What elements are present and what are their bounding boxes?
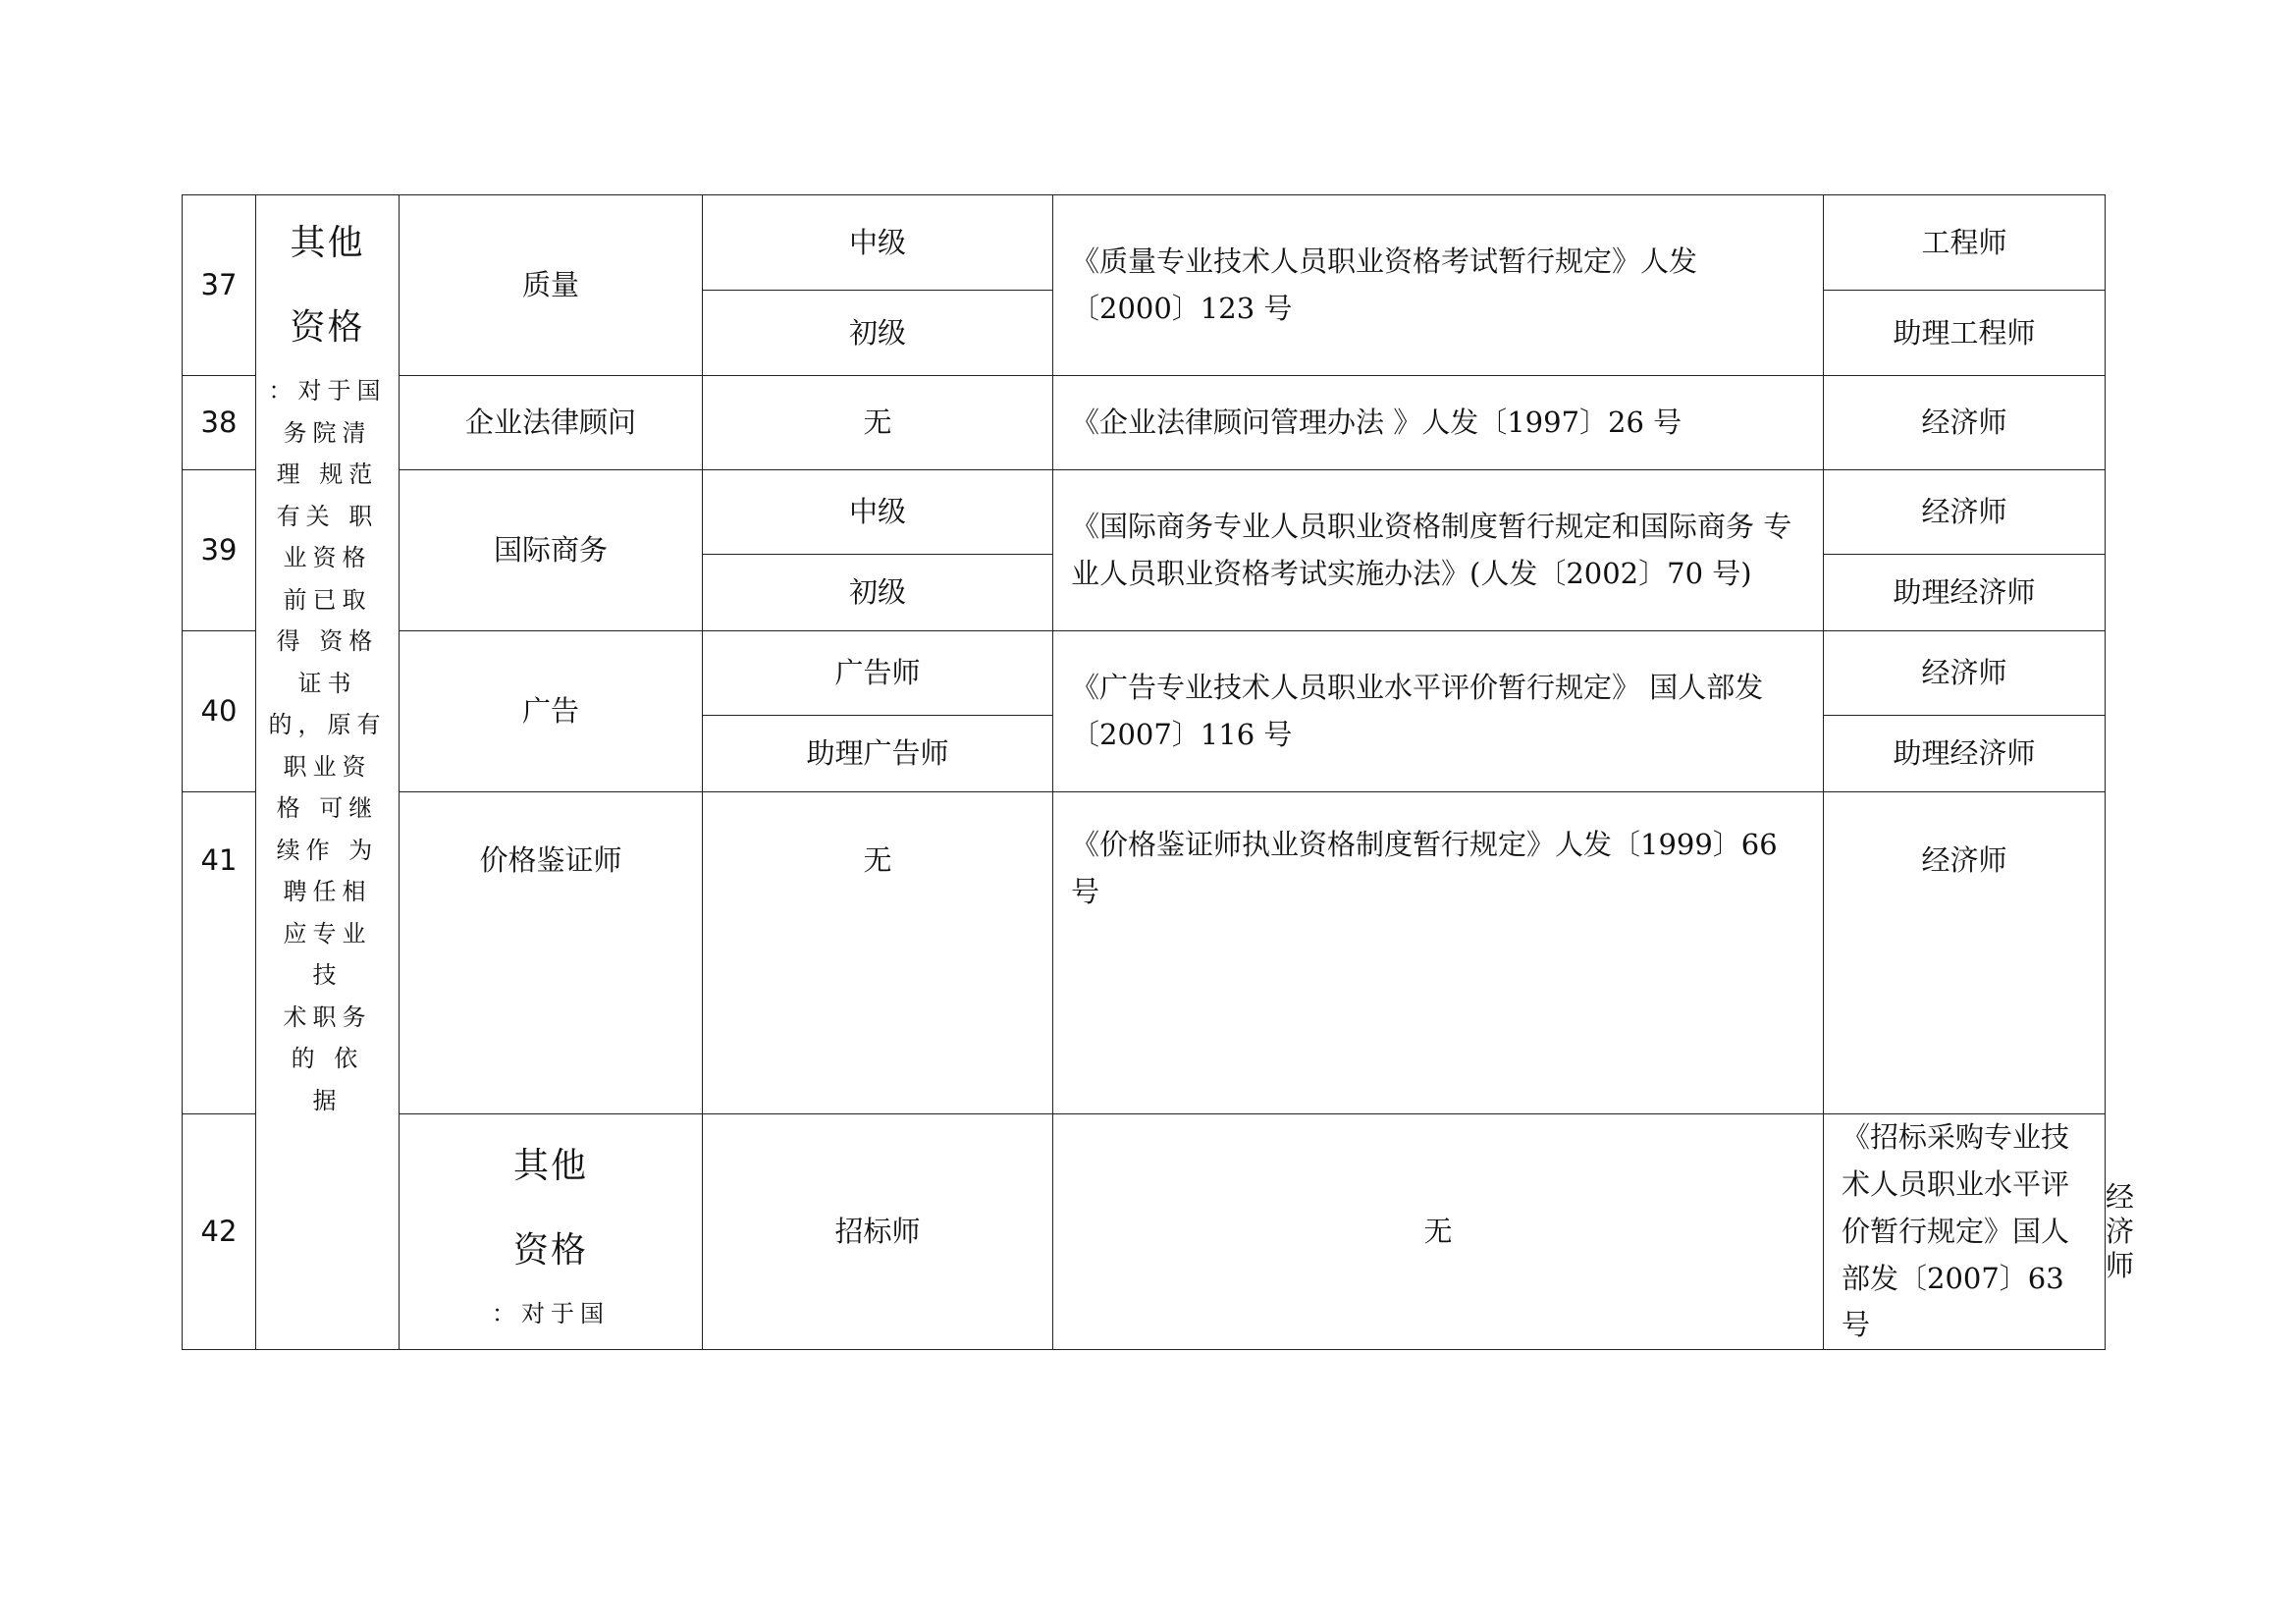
category-note: ：对于国: [492, 1300, 610, 1327]
qualification-level: 无: [703, 792, 1053, 1114]
table-row: 42 其他 资格 ：对于国 招标师 无 《招标采购专业技术人员职业水平评价暂行规定》国人部发〔2007〕63 号 经济师: [183, 1114, 2106, 1350]
row-number: 38: [183, 376, 256, 470]
equivalent-title: 经济师: [1824, 376, 2106, 470]
qualification-name: 广告: [400, 631, 703, 792]
category-cell: [256, 195, 400, 1350]
table-row: [183, 631, 2106, 716]
qualification-name: 质量: [400, 195, 703, 376]
equivalent-title: 助理经济师: [1824, 716, 2106, 792]
equivalent-title: 工程师: [1824, 195, 2106, 291]
table-row: [183, 470, 2106, 555]
legal-basis: 《招标采购专业技术人员职业水平评价暂行规定》国人部发〔2007〕63 号: [1824, 1114, 2106, 1350]
qualification-level: 初级: [703, 291, 1053, 376]
table-row: [183, 792, 2106, 1114]
row-number: 42: [183, 1114, 256, 1350]
qualification-level: 初级: [703, 555, 1053, 631]
category-note: ：对于国 务院清 理 规范 有关 职 业资格 前已取 得 资格 证书 的，原有 职业资 格 可继 续作 为 聘任相 应专业 技 术职务 的 依 据: [268, 377, 387, 1114]
qualification-name: 国际商务: [400, 470, 703, 631]
equivalent-title: 经济师: [1824, 792, 2106, 1114]
qualification-table: [182, 194, 2135, 1350]
row-number: 41: [183, 792, 256, 1114]
legal-basis: 《价格鉴证师执业资格制度暂行规定》人发〔1999〕66 号: [1053, 792, 1824, 1114]
qualification-name: 企业法律顾问: [400, 376, 703, 470]
qualification-level: 中级: [703, 195, 1053, 291]
qualification-level: 中级: [703, 470, 1053, 555]
qualification-level: 广告师: [703, 631, 1053, 716]
row-number: 37: [183, 195, 256, 376]
row-number: 40: [183, 631, 256, 792]
table-row: [183, 376, 2106, 470]
qualification-name: 招标师: [703, 1114, 1053, 1350]
equivalent-title: 经济师: [1824, 631, 2106, 716]
equivalent-title: 助理经济师: [1824, 555, 2106, 631]
equivalent-title: 助理工程师: [1824, 291, 2106, 376]
row-number: 39: [183, 470, 256, 631]
qualification-level: 无: [1053, 1114, 1824, 1350]
table-row: [183, 195, 2106, 291]
category-head: 其他 资格: [290, 223, 365, 348]
qualification-name: 价格鉴证师: [400, 792, 703, 1114]
category-head: 其他 资格: [512, 1146, 588, 1271]
legal-basis: 《质量专业技术人员职业资格考试暂行规定》人发〔2000〕123 号: [1053, 195, 1824, 376]
legal-basis: 《国际商务专业人员职业资格制度暂行规定和国际商务 专业人员职业资格考试实施办法》(人发〔2002〕70 号): [1053, 470, 1824, 631]
qualification-level: 无: [703, 376, 1053, 470]
equivalent-title: 经济师: [1824, 470, 2106, 555]
qualification-level: 助理广告师: [703, 716, 1053, 792]
legal-basis: 《广告专业技术人员职业水平评价暂行规定》 国人部发〔2007〕116 号: [1053, 631, 1824, 792]
legal-basis: 《企业法律顾问管理办法 》人发〔1997〕26 号: [1053, 376, 1824, 470]
category-cell: [400, 1114, 703, 1350]
